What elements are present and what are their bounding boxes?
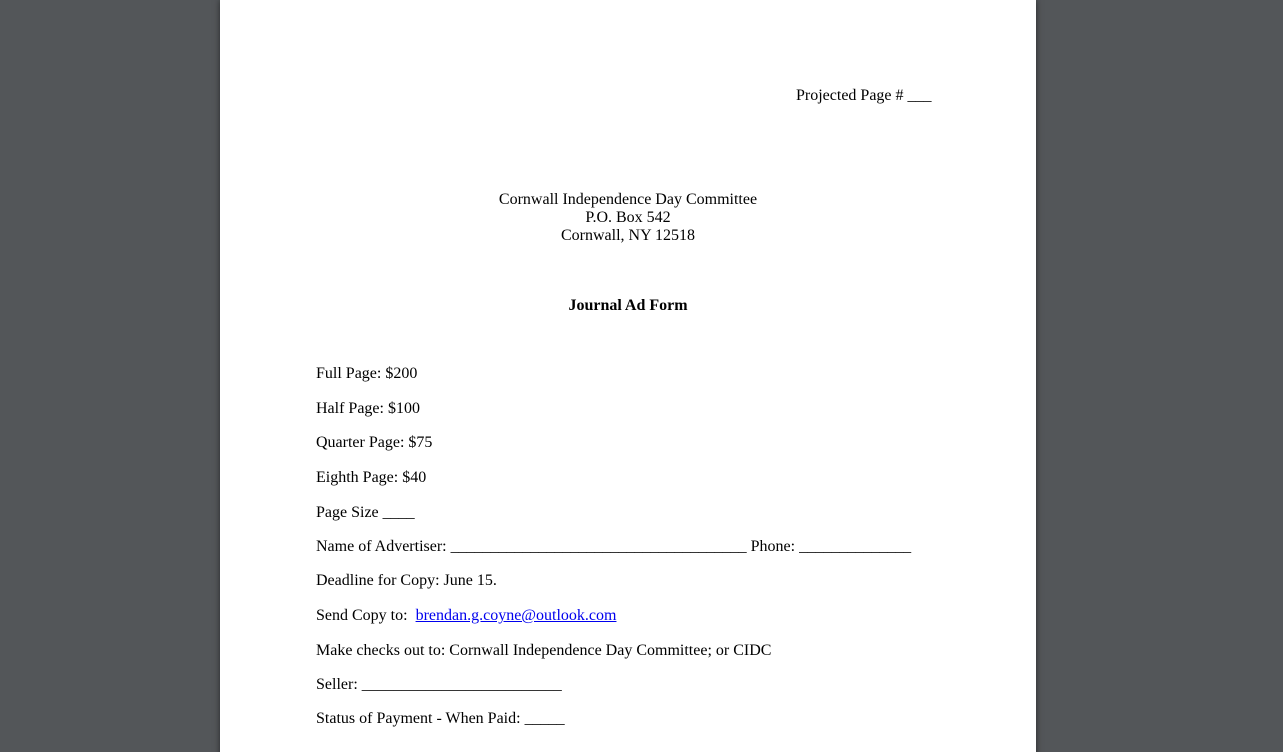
document-page <box>220 0 1036 752</box>
seller-field: Seller: _________________________ <box>316 676 562 693</box>
price-quarter-page: Quarter Page: $75 <box>316 434 433 451</box>
send-copy-row <box>316 607 616 625</box>
deadline-text: Deadline for Copy: June 15. <box>316 572 497 589</box>
page-size-field: Page Size ____ <box>316 504 415 521</box>
price-full-page: Full Page: $200 <box>316 365 418 382</box>
send-copy-label: Send Copy to: <box>316 607 416 624</box>
projected-page-label: Projected Page # ___ <box>796 87 932 104</box>
price-half-page: Half Page: $100 <box>316 400 420 417</box>
price-eighth-page: Eighth Page: $40 <box>316 469 427 486</box>
payment-status-field: Status of Payment - When Paid: _____ <box>316 710 565 727</box>
send-copy-email-link[interactable]: brendan.g.coyne@outlook.com <box>415 607 617 624</box>
organization-name: Cornwall Independence Day Committee <box>498 191 758 208</box>
city-state-zip: Cornwall, NY 12518 <box>560 227 696 244</box>
advertiser-phone-field: Name of Advertiser: _____________________________________ Phone: ______________ <box>316 538 912 555</box>
po-box: P.O. Box 542 <box>585 209 671 226</box>
make-checks-text: Make checks out to: Cornwall Independence Day Committee; or CIDC <box>316 642 772 659</box>
form-title: Journal Ad Form <box>568 297 688 314</box>
